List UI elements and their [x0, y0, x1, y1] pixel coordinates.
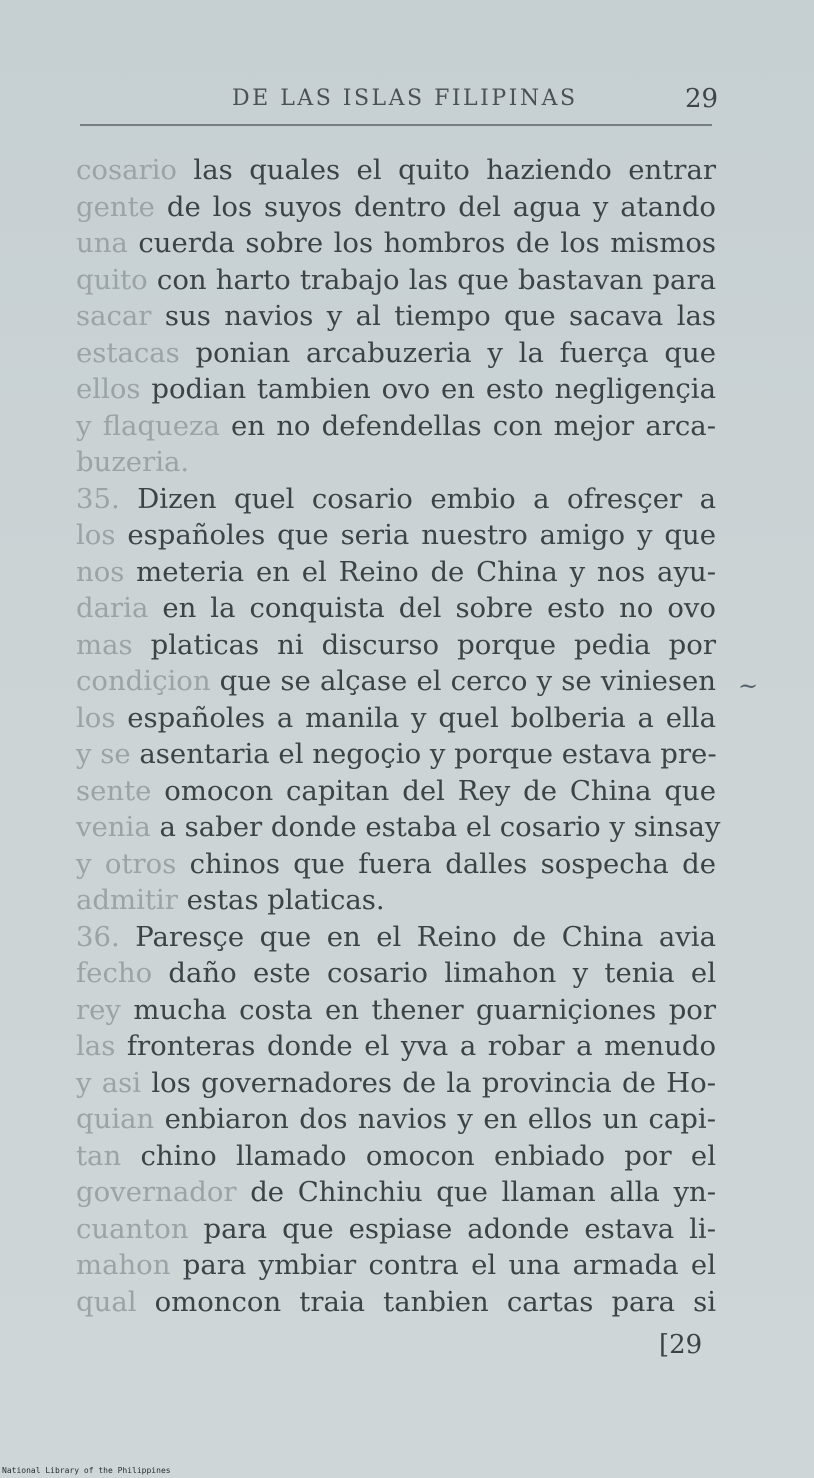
line-text: omoncon traia tanbien cartas para si: [136, 1285, 716, 1318]
line-lead: los: [76, 519, 116, 551]
line-lead: governador: [76, 1176, 237, 1208]
line-lead: rey: [76, 993, 121, 1026]
text-line: [76, 700, 716, 737]
text-line: [76, 371, 716, 408]
line-lead: daria: [76, 592, 149, 624]
line-lead: ellos: [76, 373, 141, 405]
text-line: [76, 773, 716, 810]
line-text: chino llamado omocon enbiado por el: [121, 1139, 716, 1172]
page-header: [0, 84, 814, 124]
line-text: enbiaron dos navios y en ellos un capi-: [154, 1103, 716, 1135]
line-text: en la conquista del sobre esto no ovo: [148, 592, 716, 624]
line-lead: y otros: [76, 847, 177, 880]
text-line: [76, 955, 716, 992]
line-text: sus navios y al tiempo que sacava las: [151, 300, 716, 332]
line-text: las quales el quito haziendo entrar: [176, 154, 716, 186]
line-lead: cuanton: [76, 1212, 189, 1245]
line-text: para ymbiar contra el una armada el: [170, 1249, 716, 1281]
line-lead: una: [76, 227, 128, 259]
line-text: Dizen quel cosario embio a ofresçer a: [119, 482, 716, 515]
line-text: en no defendellas con mejor arca-: [219, 409, 716, 442]
text-line: [76, 882, 716, 919]
line-lead: y asi: [76, 1066, 142, 1099]
line-text: con harto trabajo las que bastavan para: [147, 263, 716, 296]
running-title: DE LAS ISLAS FILIPINAS: [232, 86, 578, 111]
line-text: Paresçe que en el Reino de China avia: [119, 920, 716, 953]
line-lead: nos: [76, 555, 125, 588]
text-line: [76, 408, 716, 445]
text-line: [76, 1211, 716, 1248]
text-line: [76, 517, 716, 554]
line-text: a saber donde estaba el cosario y sinsay: [150, 811, 721, 843]
header-rule: [80, 124, 712, 126]
line-text: omocon capitan del Rey de China que: [151, 774, 716, 807]
text-line: [76, 189, 716, 226]
text-line: [76, 809, 721, 846]
text-line: [76, 846, 716, 883]
line-lead: mahon: [76, 1249, 171, 1281]
footer-credit: National Library of the Philippines: [2, 1466, 171, 1475]
text-line: [76, 663, 716, 700]
text-line: [76, 225, 716, 262]
text-line: [76, 1101, 716, 1138]
line-text: que se alçase el cerco y se viniesen: [210, 665, 716, 697]
line-lead: mas: [76, 628, 133, 661]
text-line: [76, 627, 716, 664]
line-text: de los suyos dentro del agua y atando: [154, 190, 716, 223]
signature-mark: [29: [659, 1330, 703, 1360]
line-text: asentaria el negoçio y porque estava pre-: [130, 738, 717, 770]
line-lead: tan: [76, 1139, 122, 1172]
line-text: meteria en el Reino de China y nos ayu-: [124, 555, 716, 588]
text-line: [76, 554, 716, 591]
text-line: [76, 1028, 716, 1065]
line-lead: los: [76, 701, 116, 734]
text-line: [76, 1247, 716, 1284]
line-text: mucha costa en thener guarniçiones por: [120, 993, 716, 1026]
line-lead: fecho: [76, 957, 153, 989]
line-text: podian tambien ovo en esto negligençia: [140, 373, 716, 405]
text-line: [76, 152, 716, 189]
text-line: [76, 1174, 716, 1211]
text-line: [76, 1065, 716, 1102]
line-text: españoles a manila y quel bolberia a ella: [115, 701, 716, 734]
text-line: [76, 590, 716, 627]
text-line: [76, 481, 716, 518]
line-lead: y flaqueza: [76, 409, 220, 442]
margin-mark: ~: [738, 672, 759, 700]
line-lead: qual: [76, 1285, 137, 1318]
line-lead: quito: [76, 263, 148, 296]
line-text: los governadores de la provincia de Ho-: [141, 1066, 716, 1099]
line-text: platicas ni discurso porque pedia por: [132, 628, 716, 661]
text-line: [76, 992, 716, 1029]
line-text: chinos que fuera dalles sospecha de: [176, 847, 716, 880]
text-line: [76, 444, 716, 481]
line-lead: buzeria.: [76, 446, 190, 478]
line-text: fronteras donde el yva a robar a menudo: [115, 1030, 716, 1062]
body-text: [76, 152, 721, 1320]
line-lead: admitir: [76, 884, 178, 916]
line-lead: sacar: [76, 300, 152, 332]
line-lead: quian: [76, 1103, 155, 1135]
line-text: estas platicas.: [177, 884, 385, 916]
text-line: [76, 736, 716, 773]
line-text: cuerda sobre los hombros de los mismos: [127, 227, 716, 259]
line-lead: 36.: [76, 920, 120, 953]
line-lead: estacas: [76, 336, 180, 369]
line-lead: gente: [76, 190, 155, 223]
line-lead: las: [76, 1030, 116, 1062]
line-text: de Chinchiu que llaman alla yn-: [236, 1176, 716, 1208]
line-text: para que espiase adonde estava li-: [188, 1212, 716, 1245]
text-line: [76, 262, 716, 299]
line-lead: y se: [76, 738, 131, 770]
page-number: 29: [685, 84, 719, 114]
text-line: [76, 919, 716, 956]
line-lead: venia: [76, 811, 151, 843]
text-line: [76, 1138, 716, 1175]
text-line: [76, 298, 716, 335]
line-lead: cosario: [76, 154, 177, 186]
line-text: ponian arcabuzeria y la fuerça que: [179, 336, 716, 369]
line-lead: 35.: [76, 482, 120, 515]
line-lead: condiçion: [76, 665, 211, 697]
line-text: daño este cosario limahon y tenia el: [152, 957, 716, 989]
line-text: españoles que seria nuestro amigo y que: [115, 519, 716, 551]
text-line: [76, 335, 716, 372]
line-lead: sente: [76, 774, 152, 807]
text-line: [76, 1284, 716, 1321]
